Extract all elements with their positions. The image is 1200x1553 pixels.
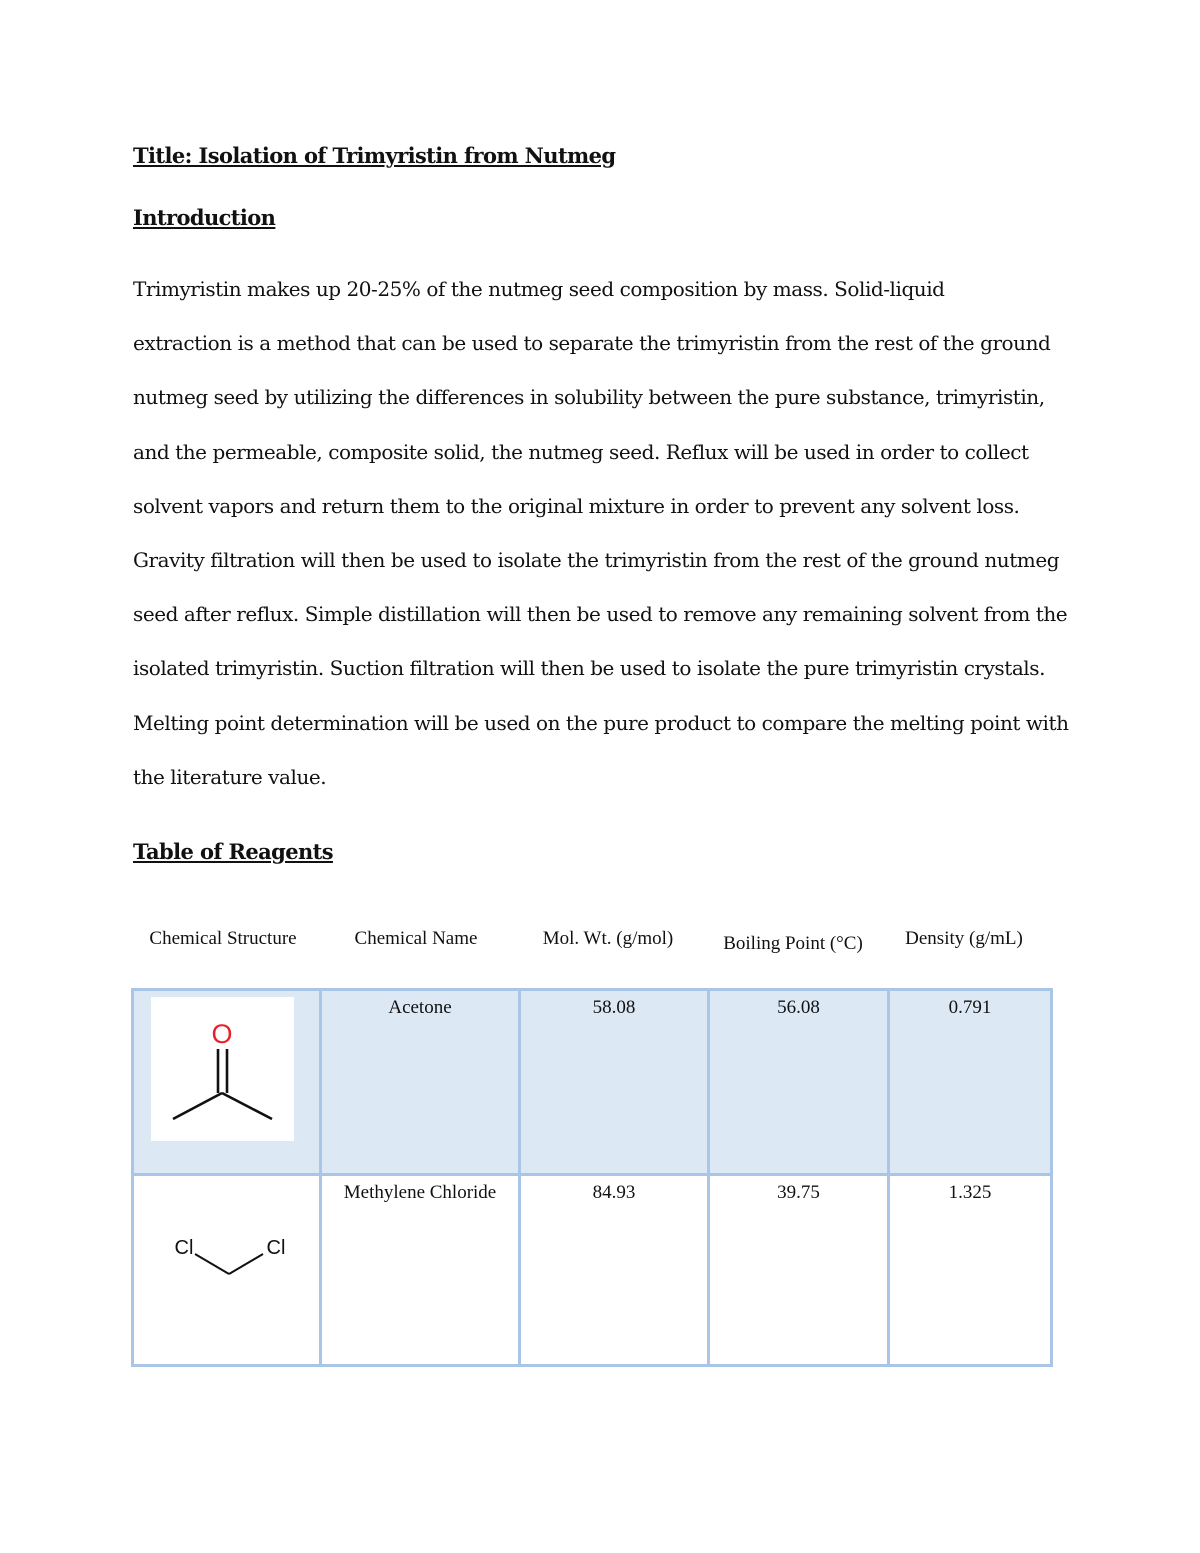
column-header-boiling-point: Boiling Point (°C) (723, 933, 863, 954)
structure-cell (133, 990, 321, 1175)
paragraph-line: solvent vapors and return them to the original mixture in order to prevent any solvent loss. (133, 493, 1020, 518)
paragraph-line: Trimyristin makes up 20-25% of the nutmeg seed composition by mass. Solid-liquid (133, 277, 945, 301)
chemical-name-cell: Acetone (321, 990, 520, 1175)
paragraph-line: seed after reflux. Simple distillation will then be used to remove any remaining solvent from the (133, 602, 1068, 627)
mol-wt-cell: 84.93 (520, 1175, 709, 1366)
mol-wt-cell: 58.08 (520, 990, 709, 1175)
paragraph-line: isolated trimyristin. Suction filtration will then be used to isolate the pure trimyristin crystals. (133, 656, 1045, 681)
introduction-paragraph (133, 262, 1069, 804)
boiling-point-cell: 39.75 (709, 1175, 889, 1366)
chlorine-atom-label: Cl (266, 1237, 285, 1259)
structure-cell (133, 1175, 321, 1366)
acetone-structure-icon (151, 997, 294, 1141)
column-header-structure: Chemical Structure (149, 928, 297, 949)
paragraph-line: the literature value. (133, 764, 327, 789)
column-header-mol-wt: Mol. Wt. (g/mol) (542, 928, 674, 949)
table-row-acetone (133, 990, 1052, 1175)
reagents-heading: Table of Reagents (133, 839, 333, 864)
paragraph-line: Melting point determination will be used on the pure product to compare the melting point with (133, 710, 1069, 735)
paragraph-line: nutmeg seed by utilizing the differences in solubility between the pure substance, trimyristin, (133, 385, 1045, 410)
oxygen-atom-label: O (211, 1019, 233, 1049)
paragraph-line: and the permeable, composite solid, the nutmeg seed. Reflux will be used in order to collect (133, 439, 1029, 464)
density-cell: 1.325 (889, 1175, 1052, 1366)
introduction-heading: Introduction (133, 205, 276, 230)
boiling-point-cell: 56.08 (709, 990, 889, 1175)
methylene-chloride-structure-icon (137, 1182, 317, 1332)
table-row-methylene-chloride (133, 1175, 1052, 1366)
document-title: Title: Isolation of Trimyristin from Nutmeg (133, 143, 616, 168)
density-cell: 0.791 (889, 990, 1052, 1175)
paragraph-line: Gravity filtration will then be used to isolate the trimyristin from the rest of the ground nutmeg (133, 548, 1060, 573)
column-header-density: Density (g/mL) (905, 928, 1023, 949)
paragraph-line: extraction is a method that can be used to separate the trimyristin from the rest of the ground (133, 331, 1051, 356)
column-header-name: Chemical Name (354, 928, 478, 949)
chemical-name-cell: Methylene Chloride (321, 1175, 520, 1366)
reagents-table (131, 988, 1053, 1367)
chlorine-atom-label: Cl (174, 1237, 193, 1259)
